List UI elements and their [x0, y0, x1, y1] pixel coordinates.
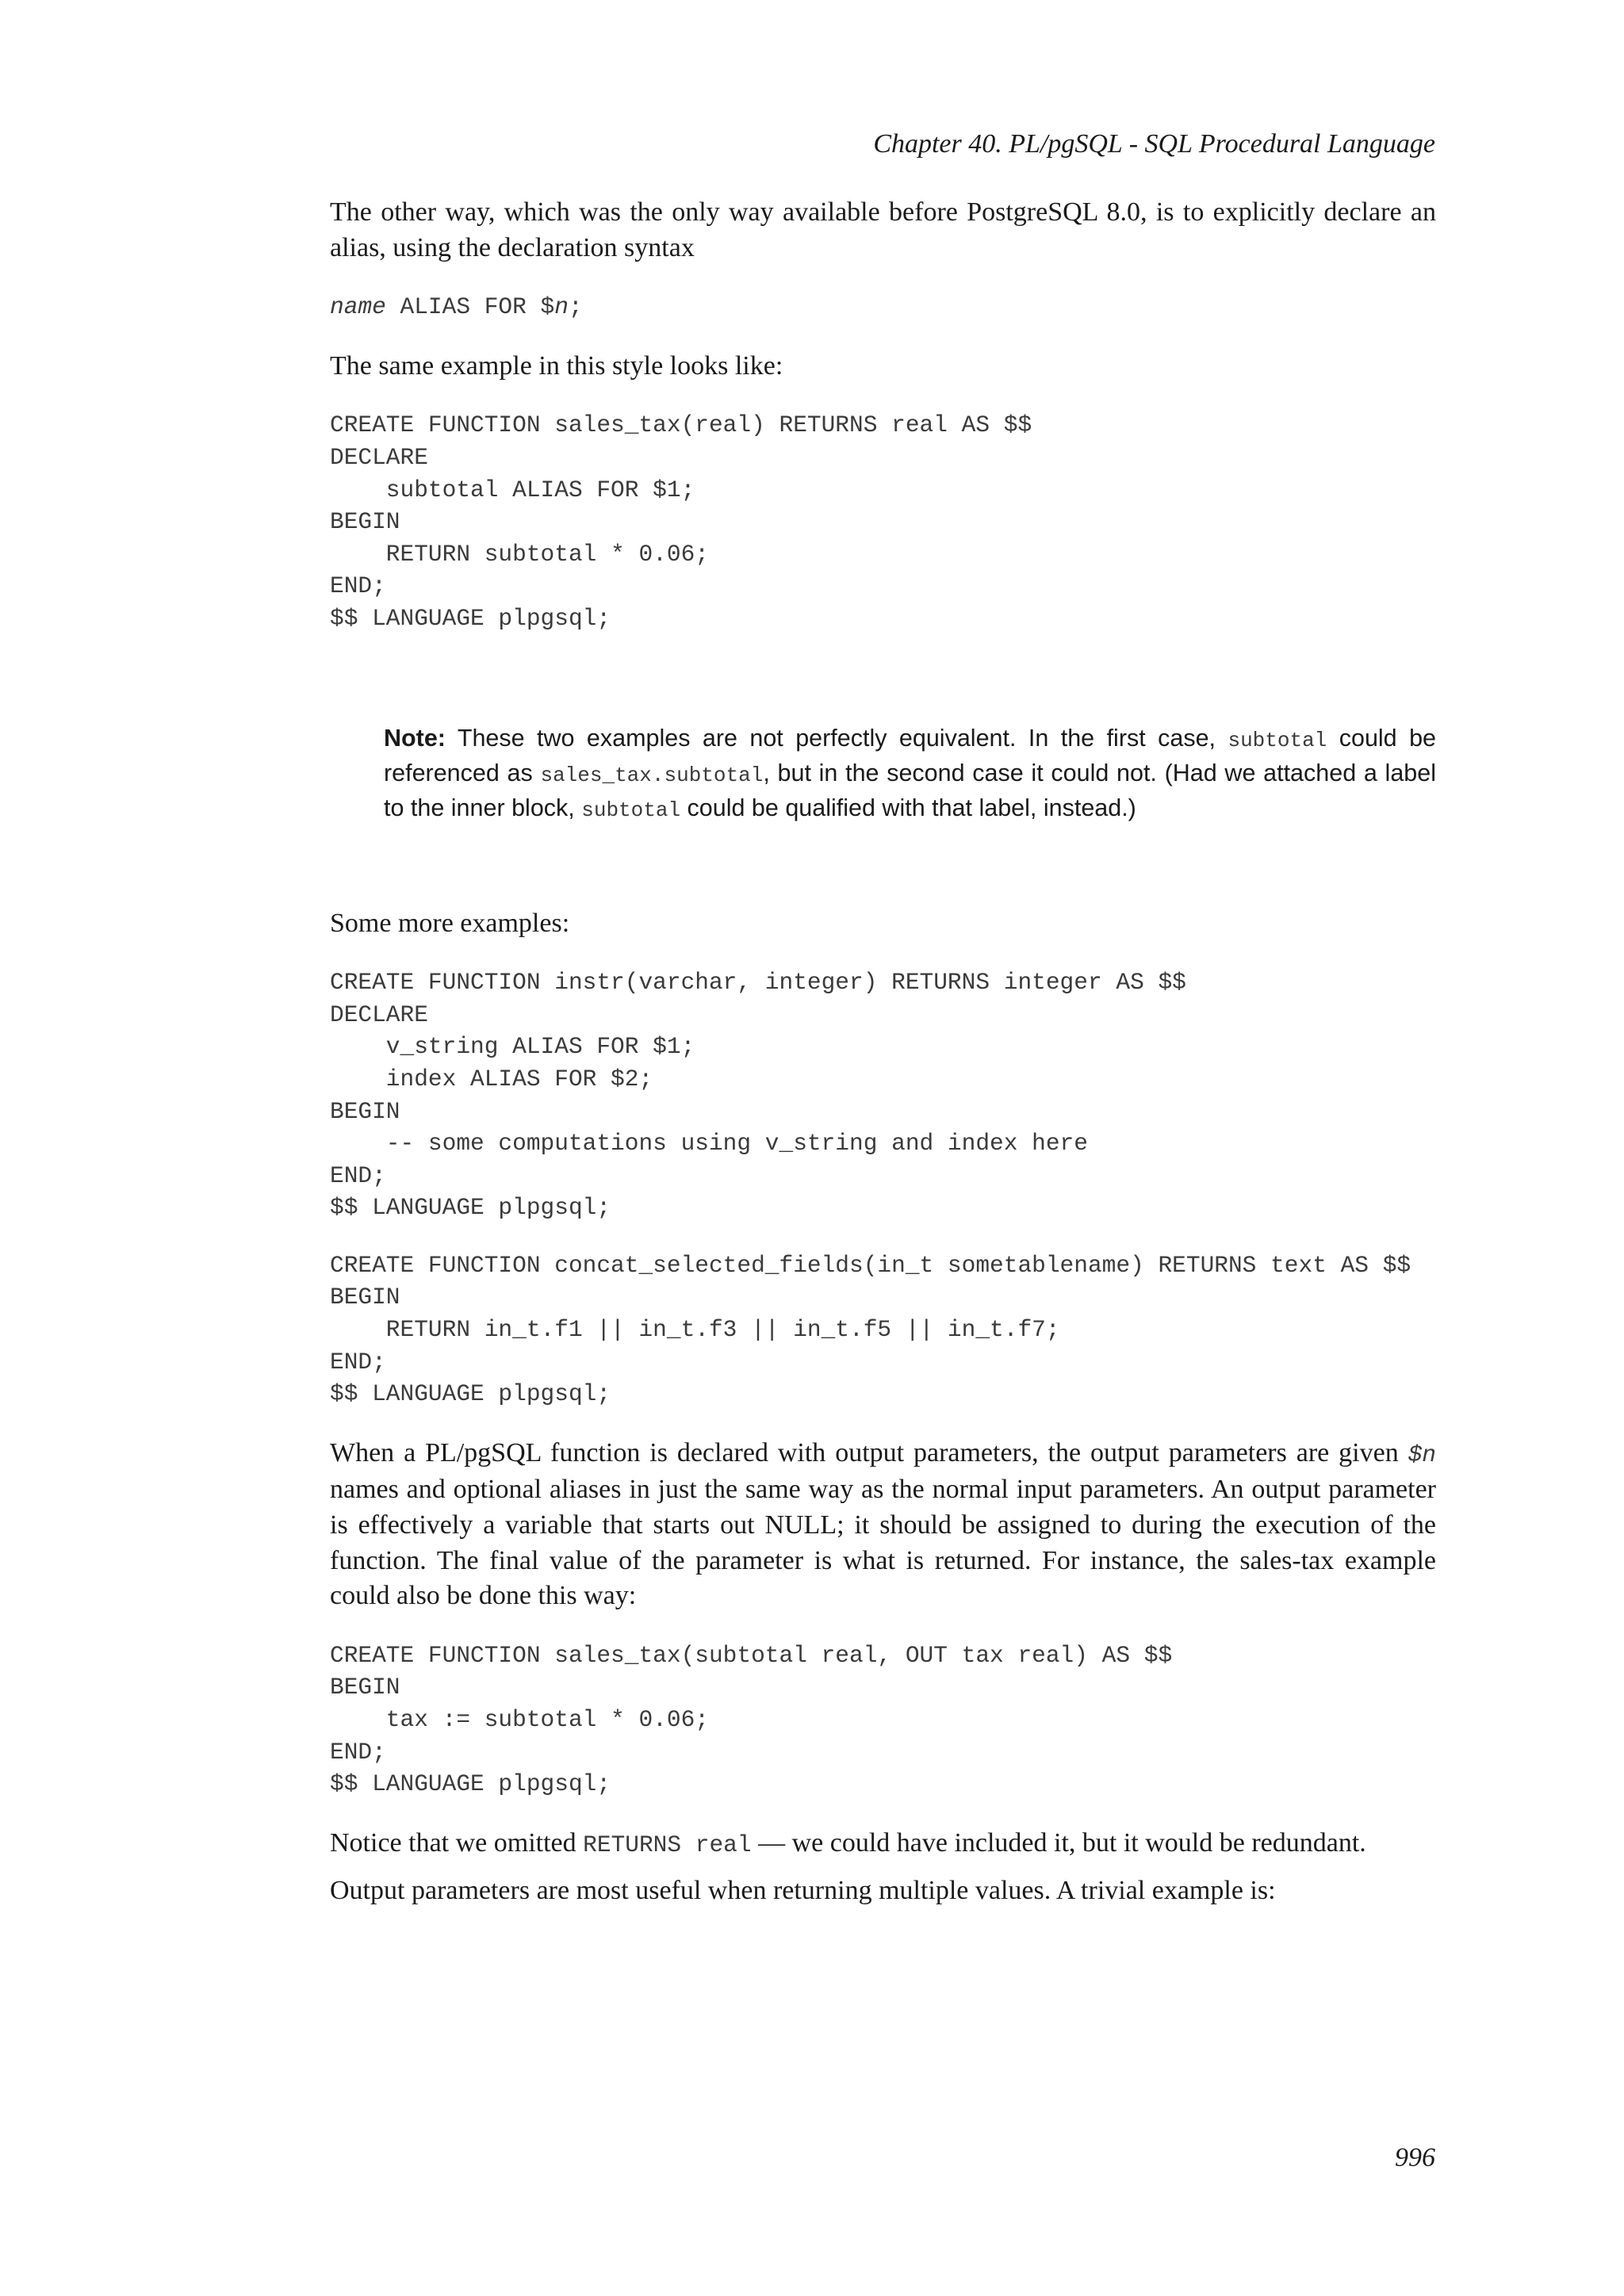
paragraph-alias-intro: The other way, which was the only way available before PostgreSQL 8.0, is to explicitly declare an alias, using the declaration syntax — [330, 197, 1436, 262]
paragraph-same-example: The same example in this style looks like: — [330, 350, 783, 381]
p5-text-b: — we could have included it, but it would be redundant. — [751, 1827, 1366, 1858]
p4-code-n: $n — [1408, 1441, 1436, 1468]
syntax-end: ; — [568, 293, 583, 321]
note-text-3: , but in the second case it could not. (Had we attached a label to the inner block, — [384, 759, 1436, 821]
syntax-rest: ALIAS FOR $ — [385, 293, 555, 321]
p5-code-returns-real: RETURNS real — [583, 1831, 752, 1858]
running-header: Chapter 40. PL/pgSQL - SQL Procedural Language — [873, 129, 1435, 159]
note-code-qualified: sales_tax.subtotal — [540, 763, 764, 787]
code-alias-syntax — [330, 291, 1436, 323]
syntax-name: name — [330, 293, 386, 321]
paragraph-omitted-returns — [330, 1826, 1436, 1863]
code-concat: CREATE FUNCTION concat_selected_fields(in_t sometablename) RETURNS text AS $$ BEGIN RETURN in_t.f1 || in_t.f3 || in_t.f5 || in_t.f7; END; $$ LANGUAGE plpgsql; — [330, 1251, 1411, 1408]
syntax-n: n — [554, 293, 569, 321]
note-label: Note: — [384, 724, 446, 752]
note-code-subtotal: subtotal — [1228, 728, 1327, 752]
note-text-4: could be qualified with that label, instead.) — [680, 794, 1136, 821]
p4-text-b: names and optional aliases in just the same way as the normal input parameters. An output parameter is effectively a variable that starts out NULL; it should be assigned to during the execution of the function. The final value of the parameter is what is returned. For instance, the sales-tax example could also be done this way: — [330, 1475, 1436, 1611]
paragraph-output-params — [330, 1436, 1436, 1614]
page-content — [330, 195, 1436, 1934]
code-sales-tax-alias: CREATE FUNCTION sales_tax(real) RETURNS real AS $$ DECLARE subtotal ALIAS FOR $1; BEGIN RETURN subtotal * 0.06; END; $$ LANGUAGE plpgsql; — [330, 411, 1032, 632]
paragraph-more-examples: Some more examples: — [330, 908, 570, 938]
code-sales-tax-out: CREATE FUNCTION sales_tax(subtotal real, OUT tax real) AS $$ BEGIN tax := subtotal * 0.06; END; $$ LANGUAGE plpgsql; — [330, 1641, 1173, 1798]
note-text-1: These two examples are not perfectly equivalent. In the first case, — [445, 724, 1228, 752]
paragraph-multiple-values: Output parameters are most useful when returning multiple values. A trivial example is: — [330, 1876, 1276, 1906]
code-instr: CREATE FUNCTION instr(varchar, integer) RETURNS integer AS $$ DECLARE v_string ALIAS FOR $1; index ALIAS FOR $2; BEGIN -- some computations using v_string and index here END; $$ LANGUAGE plpgsql; — [330, 969, 1186, 1222]
p4-text-a: When a PL/pgSQL function is declared with output parameters, the output parameters are given — [330, 1437, 1408, 1468]
note-code-subtotal-2: subtotal — [581, 798, 681, 822]
note-text-2: could be referenced as — [384, 724, 1436, 786]
note-box — [384, 722, 1436, 827]
page-number: 996 — [1395, 2143, 1435, 2172]
p5-text-a: Notice that we omitted — [330, 1827, 584, 1858]
